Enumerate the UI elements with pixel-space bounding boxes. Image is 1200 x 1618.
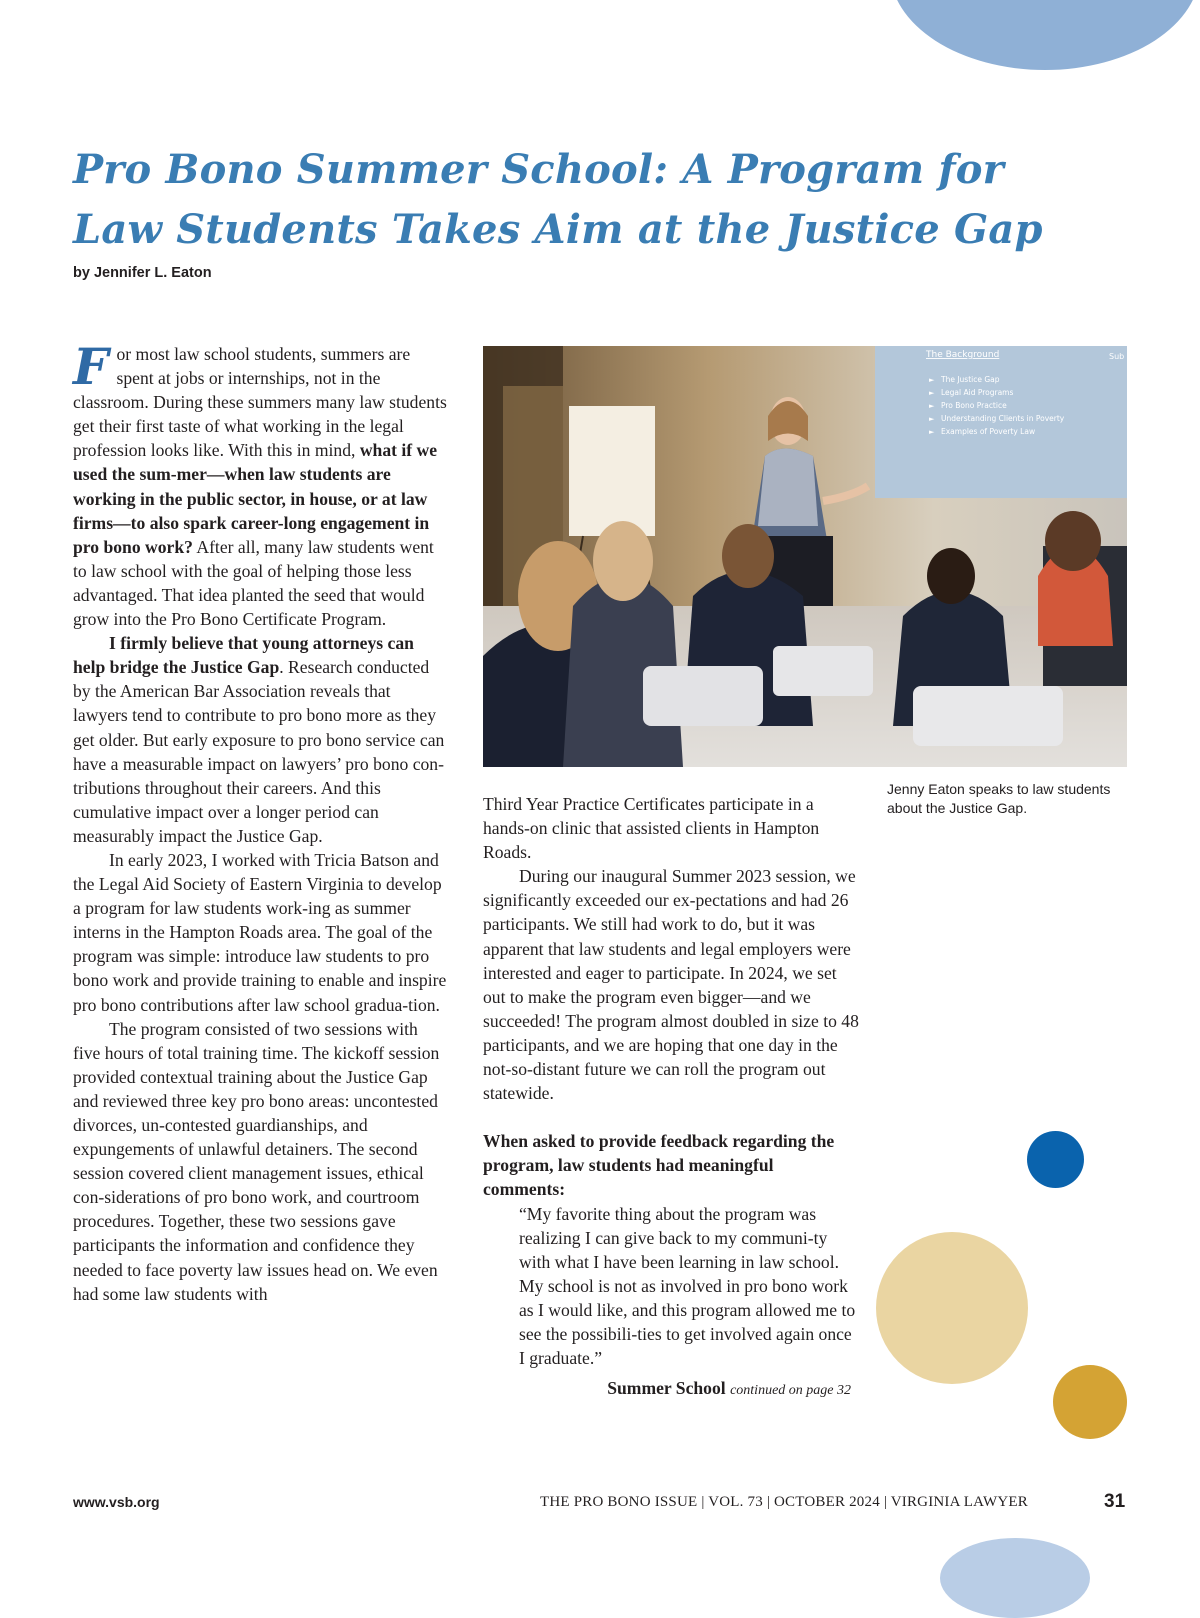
paragraph-intro xyxy=(73,337,449,631)
justice-gap-text: . Research conducted by the American Bar Association reveals that lawyers tend to contribute to pro bono more as they get older. But early exposure to pro bono service can have a measurable impact on lawyers’ pro bono con-tributions throughout their careers. And this cumulative impact over a longer period can measurably impact the Justice Gap. xyxy=(73,657,445,846)
footer-issue: THE PRO BONO ISSUE | VOL. 73 | OCTOBER 2024 | VIRGINIA LAWYER xyxy=(540,1494,1028,1510)
decorative-circle-bottom xyxy=(940,1538,1090,1618)
slide-item-4: Understanding Clients in Poverty xyxy=(941,414,1065,423)
footer-url: www.vsb.org xyxy=(73,1494,160,1510)
slide-item-3: Pro Bono Practice xyxy=(941,401,1007,410)
slide-item-2: Legal Aid Programs xyxy=(941,388,1014,397)
decorative-circle-top xyxy=(890,0,1200,70)
page-number: 31 xyxy=(1104,1491,1126,1512)
photo-caption: Jenny Eaton speaks to law students about the Justice Gap. xyxy=(887,781,1111,816)
feedback-intro-bold: When asked to provide feedback regarding the program, law students had meaningful comments: xyxy=(483,1131,835,1200)
continued-title: Summer School xyxy=(607,1378,726,1399)
paragraph-sessions: The program consisted of two sessions with five hours of total training time. The kickoff session provided contextual training about the Justice Gap and reviewed three key pro bono areas: uncontested divorces, un-contested guardianships, and expungements of unlawful detainers. The second session covered client management issues, ethical con-siderations of pro bono work, and courtroom procedures. Together, these two sessions gave participants the information and confidence they needed to face poverty law issues head on. We even had some law students with xyxy=(73,1018,440,1304)
decorative-circle-blue xyxy=(1027,1131,1084,1188)
svg-text:►: ► xyxy=(929,376,935,384)
paragraph-feedback-intro xyxy=(483,1129,859,1201)
paragraph-inaugural: During our inaugural Summer 2023 session, we significantly exceeded our ex-pectations and had 26 participants. We still had work to do, but it was apparent that law students and legal employers were interested and eager to participate. In 2024, we set out to make the program even bigger—and we succeeded! The program almost doubled in size to 48 participants, and we are hoping that one day in the not-so-distant future we can roll the program out statewide. xyxy=(483,866,859,1104)
paragraph-justice-gap xyxy=(73,631,449,848)
column-left xyxy=(73,337,449,1306)
column-right xyxy=(483,792,859,1403)
decorative-circle-tan xyxy=(876,1232,1028,1384)
svg-text:►: ► xyxy=(929,402,935,410)
slide-item-1: The Justice Gap xyxy=(941,375,1000,384)
svg-text:►: ► xyxy=(929,389,935,397)
continued-note: continued on page 32 xyxy=(730,1383,851,1399)
article-photo xyxy=(483,346,1127,767)
paragraph-clinic: Third Year Practice Certificates participate in a hands-on clinic that assisted clients in Hampton Roads. xyxy=(483,794,820,863)
paragraph-early-2023: In early 2023, I worked with Tricia Batson and the Legal Aid Society of Eastern Virginia to develop a program for law students work-ing as summer interns in the Hampton Roads area. The goal of the program was simple: introduce law students to pro bono work and provide training to enable and inspire pro bono contributions after law school gradua-tion. xyxy=(73,849,447,1015)
slide-heading-2: Sub xyxy=(1109,352,1125,361)
svg-text:►: ► xyxy=(929,428,935,436)
slide-heading: The Background xyxy=(926,350,1000,360)
decorative-circle-gold xyxy=(1053,1365,1127,1439)
article-title: Pro Bono Summer School: A Program for Law Students Takes Aim at the Justice Gap xyxy=(73,146,1043,253)
drop-cap: F xyxy=(73,337,109,396)
svg-text:►: ► xyxy=(929,415,935,423)
continued-line xyxy=(483,1376,859,1403)
slide-item-5: Examples of Poverty Law xyxy=(941,427,1036,436)
student-quote: “My favorite thing about the program was realizing I can give back to my communi-ty with what I have been learning in law school. My school is not as involved in pro bono work as I would like, and this program allowed me to see the possibili-ties to get involved again once I graduate.” xyxy=(519,1203,856,1369)
article-byline: by Jennifer L. Eaton xyxy=(73,265,212,281)
intro-text: or most law school students, summers are spent at jobs or internships, not in the classroom. During these summers many law students get their first taste of what working in the legal profession looks like. With this in mind, xyxy=(73,344,447,461)
intro-text-end: After all, many law students went to law school with the goal of helping those less advantaged. That idea planted the seed that would grow into the Pro Bono Certificate Program. xyxy=(73,536,434,630)
intro-bold-question: what if we used the sum-mer—when law students are working in the public sector, in house, or at law firms—to also spark career-long engagement in pro bono work? xyxy=(73,440,438,557)
justice-gap-bold: I firmly believe that young attorneys can help bridge the Justice Gap xyxy=(73,633,414,678)
